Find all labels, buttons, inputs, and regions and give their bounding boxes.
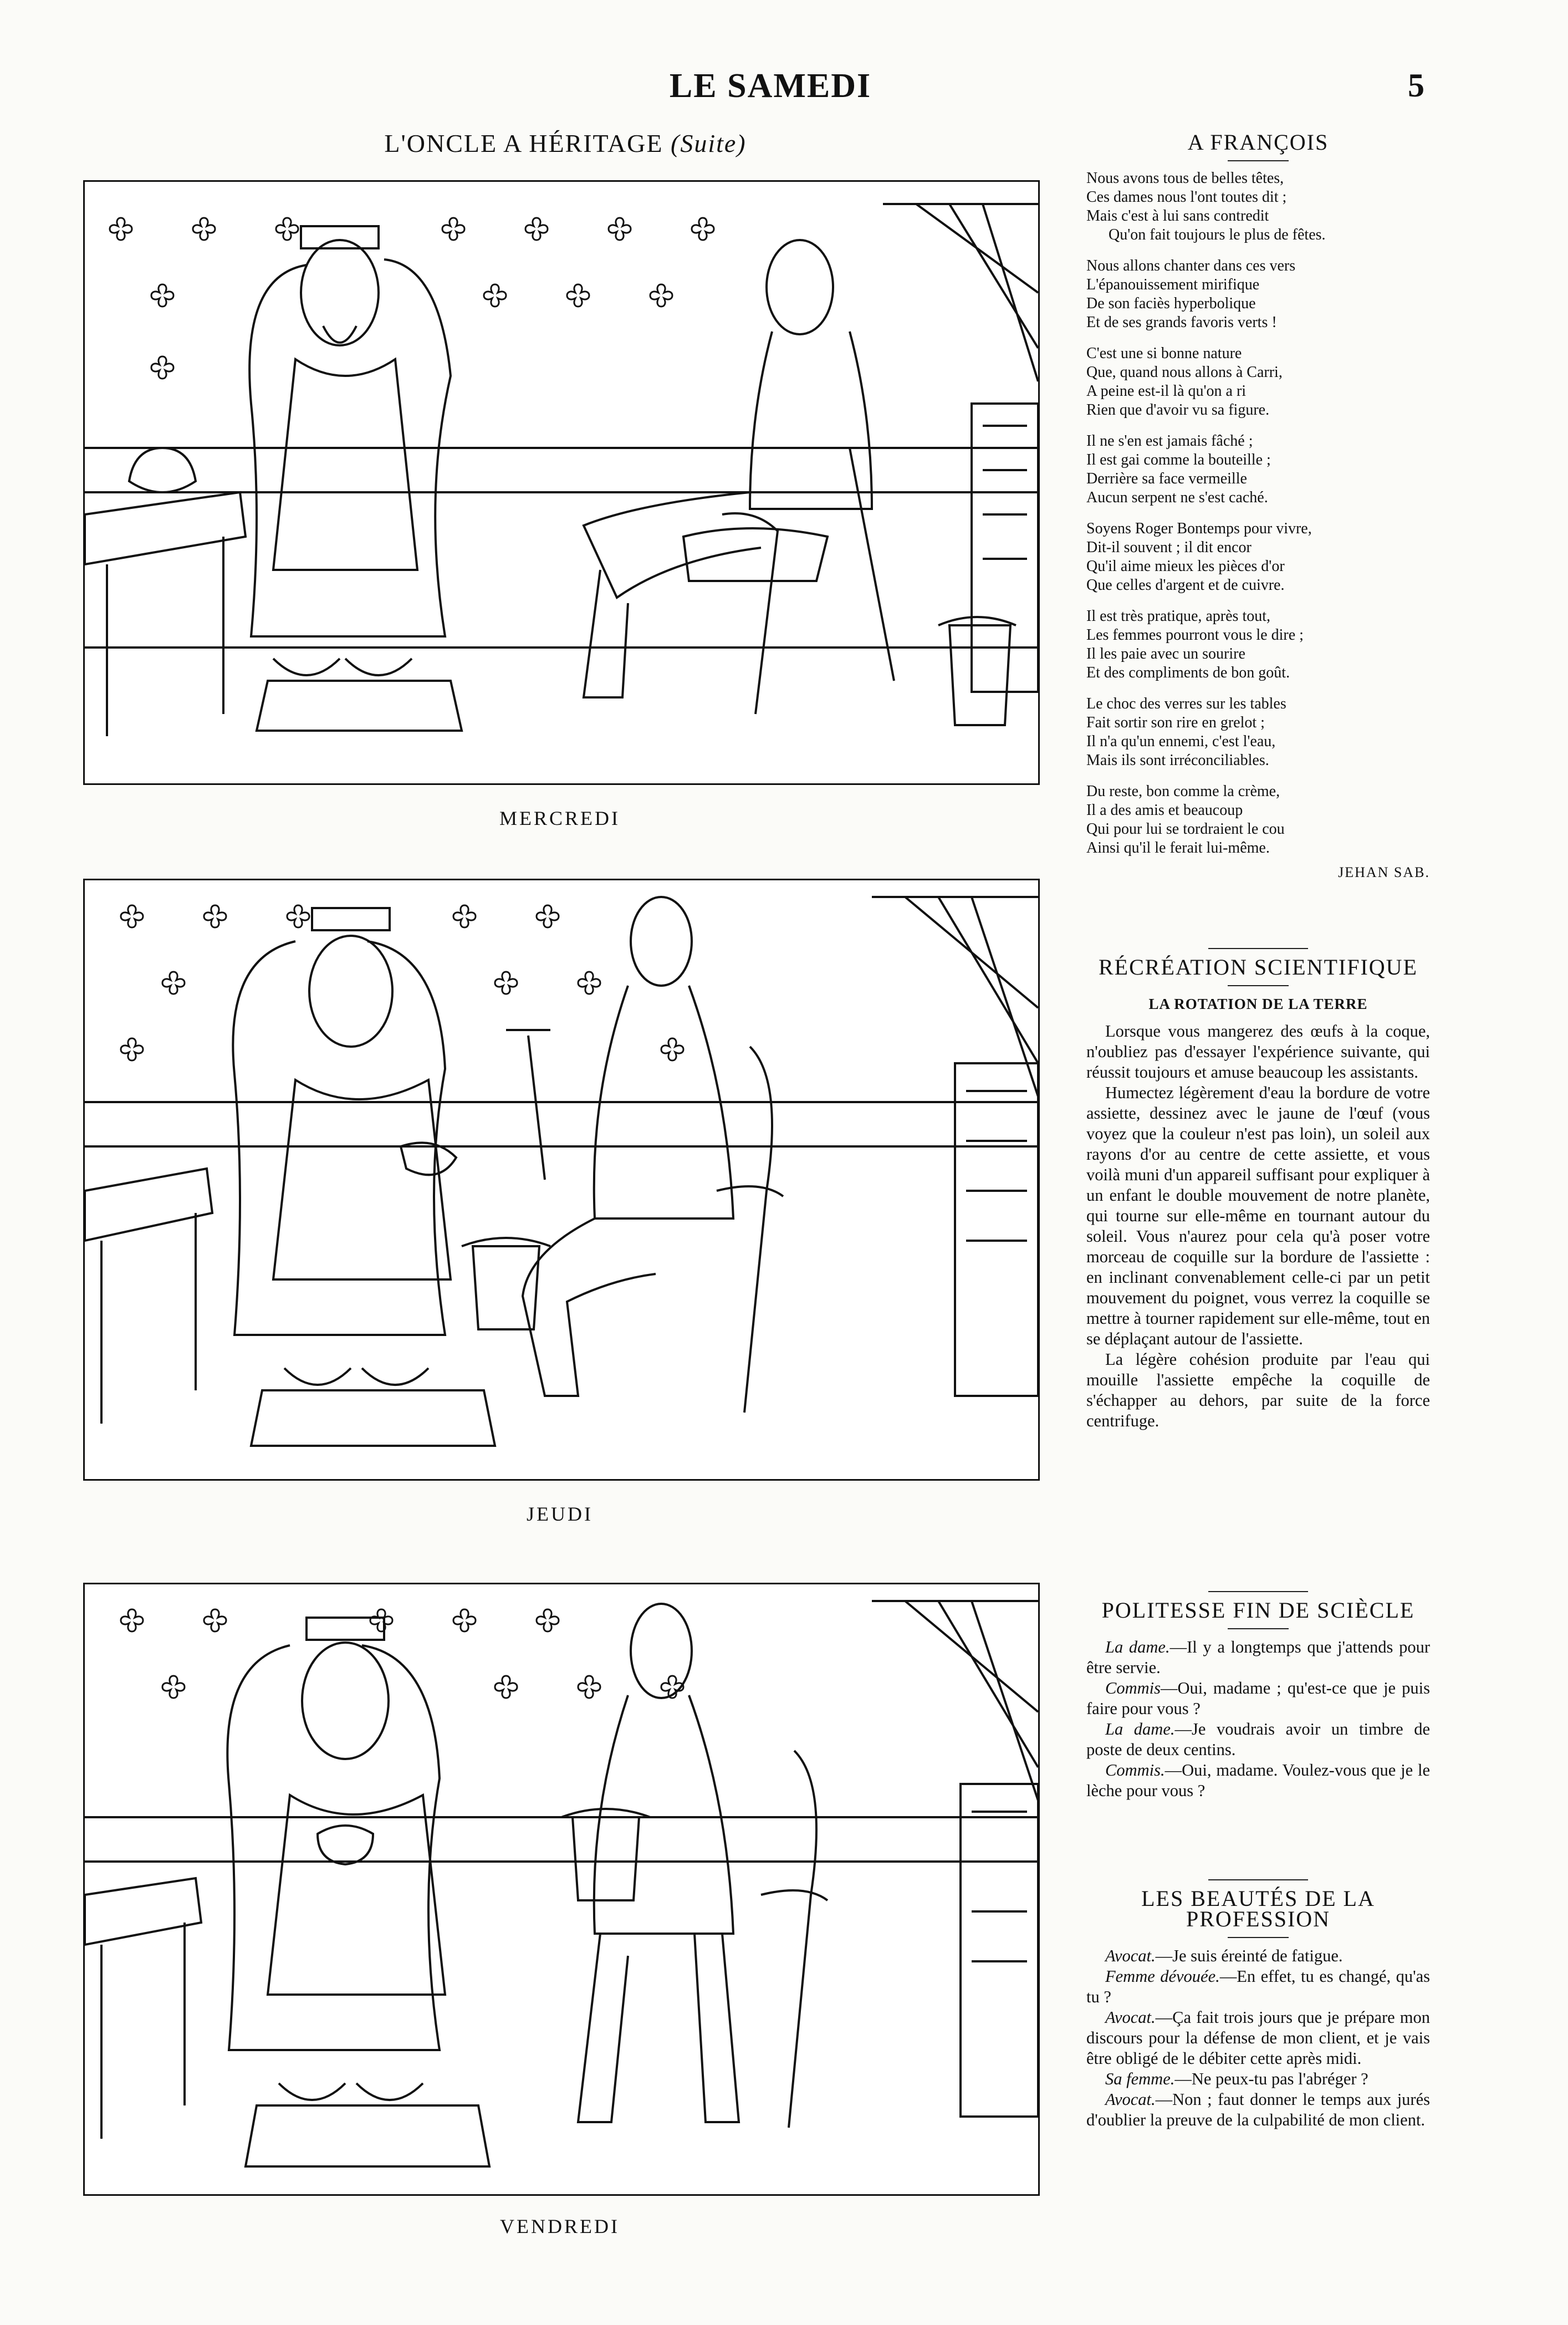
poem-title: A FRANÇOIS xyxy=(1187,130,1329,155)
science-divider xyxy=(1228,985,1289,986)
science-paragraph: Humectez légèrement d'eau la bordure de votre assiette, dessinez avec le jaune de l'œuf (vous voyez que la couleur n'est pas loin), un soleil aux rayons d'or au centre de cette assiette, et vous voilà muni d'un appareil suffisant pour expliquer à un enfant le double mouvement de notre planète, qui tourne sur elle-même en tournant autour du soleil. Vous n'aurez pour cela qu'à poser votre morceau de coquille sur la bordure de l'assiette : en inclinant convenablement celle-ci par un petit mouvement du poignet, vous verrez la coquille se mettre à tourner rapidement sur elle-même, tout en se déplaçant autour de l'assiette. xyxy=(1086,1083,1430,1348)
poem-line: L'épanouissement mirifique xyxy=(1086,276,1260,293)
dialogue-line xyxy=(1086,1760,1430,1801)
strip-subtitle: (Suite) xyxy=(671,129,747,157)
poem-line: Mais ils sont irréconciliables. xyxy=(1086,752,1269,769)
dialogue-line xyxy=(1086,2089,1430,2130)
poem-line: Mais c'est à lui sans contredit xyxy=(1086,207,1269,225)
poem-line: Dit-il souvent ; il dit encor xyxy=(1086,539,1252,556)
speaker: Commis. xyxy=(1105,1761,1165,1780)
dialogue-line xyxy=(1086,1678,1430,1719)
stanza-1 xyxy=(1086,169,1430,244)
poem-line: Que celles d'argent et de cuivre. xyxy=(1086,577,1285,594)
science-paragraph: Lorsque vous mangerez des œufs à la coque, n'oubliez pas d'essayer l'expérience suivante, qui réussit toujours et amuse beaucoup les assistants. xyxy=(1086,1022,1430,1082)
poem-line: Il n'a qu'un ennemi, c'est l'eau, xyxy=(1086,733,1276,750)
section-divider xyxy=(1208,1879,1308,1880)
poem-line: Il est très pratique, après tout, xyxy=(1086,608,1271,625)
poem-line: Nous allons chanter dans ces vers xyxy=(1086,257,1296,274)
beautes-divider xyxy=(1228,1937,1289,1938)
panel-caption-vendredi: VENDREDI xyxy=(500,2215,620,2237)
science-body xyxy=(1086,1021,1430,1431)
stanza-2 xyxy=(1086,257,1430,332)
poem-line: C'est une si bonne nature xyxy=(1086,345,1242,362)
page-number: 5 xyxy=(1408,67,1424,104)
comic-panel-vendredi xyxy=(83,1583,1040,2196)
poem-divider xyxy=(1228,160,1289,161)
poem-line: Il a des amis et beaucoup xyxy=(1086,802,1243,819)
speaker: La dame. xyxy=(1105,1720,1175,1738)
politesse-dialogue xyxy=(1086,1637,1430,1801)
stanza-6 xyxy=(1086,607,1430,682)
poem-line: Aucun serpent ne s'est caché. xyxy=(1086,489,1268,506)
poem-line: Nous avons tous de belles têtes, xyxy=(1086,170,1284,187)
stanza-8 xyxy=(1086,782,1430,858)
beautes-dialogue xyxy=(1086,1946,1430,2130)
poem-line: Le choc des verres sur les tables xyxy=(1086,695,1286,712)
poem-line: Ainsi qu'il le ferait lui-même. xyxy=(1086,839,1270,856)
poem-line: Il les paie avec un sourire xyxy=(1086,645,1245,662)
masthead xyxy=(0,67,1568,122)
science-section xyxy=(1086,948,1430,1431)
dialogue-line xyxy=(1086,1946,1430,1966)
poem-line: Du reste, bon comme la crème, xyxy=(1086,783,1280,800)
section-divider xyxy=(1208,1591,1308,1592)
poem-line: Qu'il aime mieux les pièces d'or xyxy=(1086,558,1285,575)
poem-signature: JEHAN SAB. xyxy=(1338,864,1430,880)
speaker: Avocat. xyxy=(1105,2090,1156,2109)
dialogue-line xyxy=(1086,1966,1430,2007)
utterance: —Oui, madame ; qu'est-ce que je puis faire pour vous ? xyxy=(1086,1679,1430,1718)
comic-strip-title xyxy=(360,129,770,158)
dialogue-line xyxy=(1086,1637,1430,1678)
science-subtitle: LA ROTATION DE LA TERRE xyxy=(1148,996,1368,1012)
stanza-4 xyxy=(1086,432,1430,507)
utterance: —Ça fait trois jours que je prépare mon discours pour la défense de mon client, et je vais être obligé de le débiter cette après midi. xyxy=(1086,2008,1430,2068)
science-title: RÉCRÉATION SCIENTIFIQUE xyxy=(1099,955,1418,980)
speaker: Avocat. xyxy=(1105,2008,1156,2027)
poem-line: Et de ses grands favoris verts ! xyxy=(1086,314,1277,331)
poem-section xyxy=(1086,132,1430,883)
poem-line: A peine est-il là qu'on a ri xyxy=(1086,383,1247,400)
stanza-3 xyxy=(1086,344,1430,420)
politesse-divider xyxy=(1228,1628,1289,1629)
poem-line: De son faciès hyperbolique xyxy=(1086,295,1256,312)
stanza-5 xyxy=(1086,519,1430,595)
vendredi-illustration xyxy=(85,1584,1038,2194)
poem-line: Il est gai comme la bouteille ; xyxy=(1086,451,1271,468)
poem-line: Il ne s'en est jamais fâché ; xyxy=(1086,432,1253,450)
speaker: Femme dévouée. xyxy=(1105,1967,1220,1986)
poem-line: Rien que d'avoir vu sa figure. xyxy=(1086,401,1270,419)
stanza-7 xyxy=(1086,695,1430,770)
panel-caption-mercredi: MERCREDI xyxy=(499,807,620,829)
newspaper-title: LE SAMEDI xyxy=(669,67,872,105)
comic-panel-jeudi xyxy=(83,879,1040,1481)
dialogue-line xyxy=(1086,1719,1430,1760)
dialogue-line xyxy=(1086,2007,1430,2069)
poem-line: Que, quand nous allons à Carri, xyxy=(1086,364,1283,381)
beautes-title: LES BEAUTÉS DE LA PROFESSION xyxy=(1141,1886,1375,1931)
poem-line: Fait sortir son rire en grelot ; xyxy=(1086,714,1265,731)
mercredi-illustration xyxy=(85,182,1038,783)
utterance: —Il y a longtemps que j'attends pour être servie. xyxy=(1086,1638,1430,1677)
utterance: —En effet, tu es changé, qu'as tu ? xyxy=(1086,1967,1430,2006)
poem-line: Et des compliments de bon goût. xyxy=(1086,664,1290,681)
dialogue-line xyxy=(1086,2069,1430,2089)
section-divider xyxy=(1208,948,1308,949)
speaker: Avocat. xyxy=(1105,1946,1156,1965)
poem-line: Derrière sa face vermeille xyxy=(1086,470,1247,487)
poem-stanzas xyxy=(1086,169,1430,858)
jeudi-illustration xyxy=(85,880,1038,1479)
utterance: —Ne peux-tu pas l'abréger ? xyxy=(1174,2069,1368,2088)
poem-line: Qu'on fait toujours le plus de fêtes. xyxy=(1109,226,1326,243)
politesse-title: POLITESSE FIN DE SCIÈCLE xyxy=(1101,1598,1415,1623)
speaker: Sa femme. xyxy=(1105,2069,1175,2088)
science-paragraph: La légère cohésion produite par l'eau qui mouille l'assiette empêche la coquille de s'échapper au dehors, par suite de la force centrifuge. xyxy=(1086,1350,1430,1430)
poem-line: Ces dames nous l'ont toutes dit ; xyxy=(1086,188,1287,206)
poem-line: Soyens Roger Bontemps pour vivre, xyxy=(1086,520,1312,537)
poem-line: Qui pour lui se tordraient le cou xyxy=(1086,820,1285,838)
speaker: Commis xyxy=(1105,1679,1161,1697)
strip-title-text: L'ONCLE A HÉRITAGE xyxy=(384,129,663,157)
panel-caption-jeudi: JEUDI xyxy=(527,1503,593,1525)
utterance: —Non ; faut donner le temps aux jurés d'oublier la preuve de la culpabilité de mon client. xyxy=(1086,2090,1430,2129)
utterance: —Oui, madame. Voulez-vous que je le lèche pour vous ? xyxy=(1086,1761,1430,1800)
poem-line: Les femmes pourront vous le dire ; xyxy=(1086,626,1304,644)
utterance: —Je suis éreinté de fatigue. xyxy=(1155,1946,1343,1965)
beautes-section xyxy=(1086,1879,1430,2130)
speaker: La dame. xyxy=(1105,1638,1170,1656)
comic-panel-mercredi xyxy=(83,180,1040,785)
utterance: —Je voudrais avoir un timbre de poste de deux centins. xyxy=(1086,1720,1430,1759)
politesse-section xyxy=(1086,1591,1430,1801)
